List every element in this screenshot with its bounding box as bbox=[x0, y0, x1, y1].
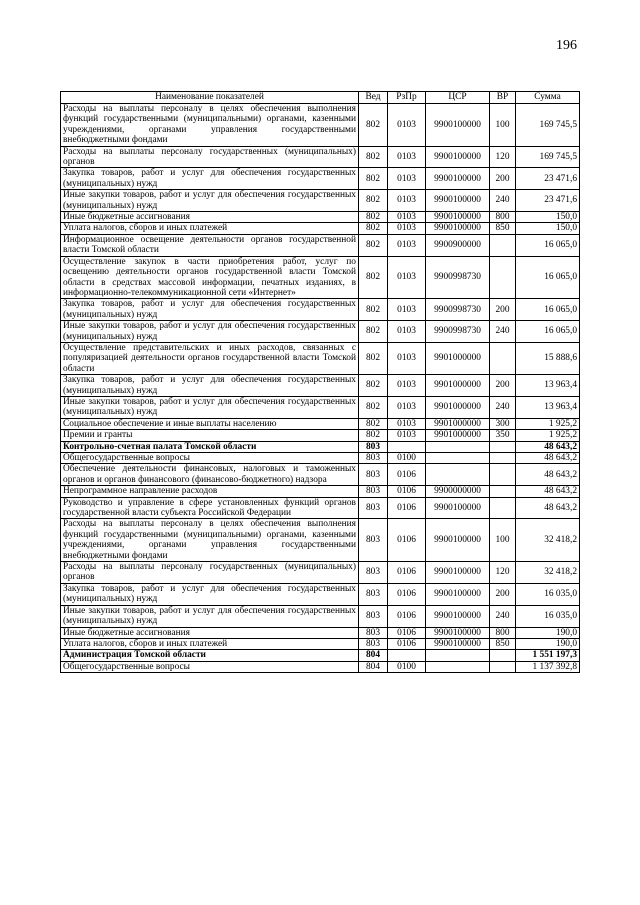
cell-ved: 803 bbox=[359, 605, 388, 627]
cell-rzpr: 0106 bbox=[388, 464, 426, 486]
page-number: 196 bbox=[556, 38, 577, 53]
table-row bbox=[61, 418, 580, 429]
header-rzpr: РзПр bbox=[388, 92, 426, 104]
cell-rzpr: 0103 bbox=[388, 396, 426, 418]
cell-rzpr: 0103 bbox=[388, 256, 426, 299]
cell-ved: 804 bbox=[359, 650, 388, 661]
cell-rzpr: 0103 bbox=[388, 212, 426, 223]
cell-sum: 1 137 392,8 bbox=[516, 661, 580, 672]
cell-ved: 802 bbox=[359, 321, 388, 343]
cell-vr: 200 bbox=[490, 583, 516, 605]
table-row bbox=[61, 342, 580, 374]
cell-name: Иные бюджетные ассигнования bbox=[61, 627, 359, 638]
cell-csr bbox=[426, 464, 490, 486]
cell-ved: 803 bbox=[359, 497, 388, 519]
cell-name: Иные закупки товаров, работ и услуг для обеспечения государственных (муниципальных) нужд bbox=[61, 396, 359, 418]
cell-sum: 32 418,2 bbox=[516, 519, 580, 562]
cell-ved: 803 bbox=[359, 562, 388, 584]
cell-sum: 16 065,0 bbox=[516, 234, 580, 256]
cell-rzpr: 0103 bbox=[388, 190, 426, 212]
cell-name: Осуществление представительских и иных расходов, связанных с популяризацией деятельности органов государственной власти Томской области bbox=[61, 342, 359, 374]
cell-csr: 9901000000 bbox=[426, 375, 490, 397]
cell-vr bbox=[490, 453, 516, 464]
table-header-row bbox=[61, 92, 580, 104]
cell-name: Премии и гранты bbox=[61, 430, 359, 441]
cell-sum: 1 925,2 bbox=[516, 430, 580, 441]
table-row bbox=[61, 605, 580, 627]
cell-vr bbox=[490, 650, 516, 661]
budget-table bbox=[60, 91, 580, 673]
cell-csr: 9900100000 bbox=[426, 212, 490, 223]
cell-csr: 9901000000 bbox=[426, 430, 490, 441]
table-row bbox=[61, 583, 580, 605]
cell-rzpr: 0103 bbox=[388, 321, 426, 343]
cell-name: Общегосударственные вопросы bbox=[61, 661, 359, 672]
cell-ved: 803 bbox=[359, 519, 388, 562]
cell-sum: 48 643,2 bbox=[516, 464, 580, 486]
table-row bbox=[61, 453, 580, 464]
cell-sum: 23 471,6 bbox=[516, 168, 580, 190]
cell-ved: 802 bbox=[359, 190, 388, 212]
cell-rzpr: 0103 bbox=[388, 223, 426, 234]
table-row bbox=[61, 519, 580, 562]
cell-name: Расходы на выплаты персоналу государственных (муниципальных) органов bbox=[61, 562, 359, 584]
cell-name: Информационное освещение деятельности органов государственной власти Томской области bbox=[61, 234, 359, 256]
cell-sum: 48 643,2 bbox=[516, 441, 580, 452]
cell-name: Иные бюджетные ассигнования bbox=[61, 212, 359, 223]
header-name: Наименование показателей bbox=[61, 92, 359, 104]
cell-name: Закупка товаров, работ и услуг для обеспечения государственных (муниципальных) нужд bbox=[61, 583, 359, 605]
table-row bbox=[61, 168, 580, 190]
cell-name: Иные закупки товаров, работ и услуг для обеспечения государственных (муниципальных) нужд bbox=[61, 190, 359, 212]
cell-csr: 9900100000 bbox=[426, 583, 490, 605]
cell-vr: 300 bbox=[490, 418, 516, 429]
cell-csr: 9900100000 bbox=[426, 638, 490, 649]
cell-ved: 802 bbox=[359, 396, 388, 418]
cell-rzpr: 0106 bbox=[388, 497, 426, 519]
cell-vr: 200 bbox=[490, 299, 516, 321]
header-csr: ЦСР bbox=[426, 92, 490, 104]
cell-rzpr: 0106 bbox=[388, 486, 426, 497]
cell-csr bbox=[426, 650, 490, 661]
cell-name: Руководство и управление в сфере установленных функций органов государственной власти субъекта Российской Федерации bbox=[61, 497, 359, 519]
cell-name: Непрограммное направление расходов bbox=[61, 486, 359, 497]
cell-rzpr: 0100 bbox=[388, 453, 426, 464]
header-vr: ВР bbox=[490, 92, 516, 104]
cell-rzpr: 0103 bbox=[388, 299, 426, 321]
table-row bbox=[61, 562, 580, 584]
table-row bbox=[61, 146, 580, 168]
cell-csr: 9900100000 bbox=[426, 497, 490, 519]
cell-csr: 9900100000 bbox=[426, 562, 490, 584]
cell-sum: 16 065,0 bbox=[516, 321, 580, 343]
cell-rzpr: 0103 bbox=[388, 375, 426, 397]
cell-rzpr: 0103 bbox=[388, 104, 426, 147]
cell-sum: 190,0 bbox=[516, 638, 580, 649]
cell-rzpr: 0100 bbox=[388, 661, 426, 672]
cell-csr: 9900100000 bbox=[426, 519, 490, 562]
table-row bbox=[61, 497, 580, 519]
table-row bbox=[61, 104, 580, 147]
cell-name: Общегосударственные вопросы bbox=[61, 453, 359, 464]
cell-rzpr: 0106 bbox=[388, 638, 426, 649]
cell-csr: 9900100000 bbox=[426, 146, 490, 168]
cell-rzpr: 0103 bbox=[388, 168, 426, 190]
table-row bbox=[61, 464, 580, 486]
cell-csr: 9900100000 bbox=[426, 190, 490, 212]
cell-sum: 16 035,0 bbox=[516, 605, 580, 627]
cell-vr: 240 bbox=[490, 190, 516, 212]
cell-csr: 9901000000 bbox=[426, 396, 490, 418]
table-row bbox=[61, 441, 580, 452]
cell-sum: 1 551 197,3 bbox=[516, 650, 580, 661]
cell-name: Социальное обеспечение и иные выплаты населению bbox=[61, 418, 359, 429]
cell-rzpr: 0106 bbox=[388, 605, 426, 627]
cell-ved: 802 bbox=[359, 212, 388, 223]
cell-rzpr: 0106 bbox=[388, 562, 426, 584]
cell-csr: 9900100000 bbox=[426, 223, 490, 234]
cell-vr: 240 bbox=[490, 605, 516, 627]
cell-sum: 13 963,4 bbox=[516, 375, 580, 397]
table-row bbox=[61, 638, 580, 649]
cell-rzpr: 0103 bbox=[388, 342, 426, 374]
cell-csr: 9900100000 bbox=[426, 104, 490, 147]
cell-ved: 803 bbox=[359, 638, 388, 649]
cell-name: Закупка товаров, работ и услуг для обеспечения государственных (муниципальных) нужд bbox=[61, 375, 359, 397]
cell-vr bbox=[490, 256, 516, 299]
cell-sum: 169 745,5 bbox=[516, 104, 580, 147]
cell-vr bbox=[490, 486, 516, 497]
cell-rzpr bbox=[388, 441, 426, 452]
cell-rzpr: 0106 bbox=[388, 627, 426, 638]
cell-name: Закупка товаров, работ и услуг для обеспечения государственных (муниципальных) нужд bbox=[61, 168, 359, 190]
cell-ved: 802 bbox=[359, 146, 388, 168]
table-row bbox=[61, 396, 580, 418]
cell-ved: 802 bbox=[359, 418, 388, 429]
cell-vr: 200 bbox=[490, 375, 516, 397]
cell-sum: 1 925,2 bbox=[516, 418, 580, 429]
cell-ved: 802 bbox=[359, 168, 388, 190]
cell-rzpr: 0103 bbox=[388, 418, 426, 429]
cell-csr: 9900100000 bbox=[426, 605, 490, 627]
cell-sum: 13 963,4 bbox=[516, 396, 580, 418]
cell-sum: 48 643,2 bbox=[516, 453, 580, 464]
cell-csr: 9900998730 bbox=[426, 256, 490, 299]
cell-vr: 800 bbox=[490, 212, 516, 223]
cell-sum: 190,0 bbox=[516, 627, 580, 638]
table-row bbox=[61, 430, 580, 441]
cell-rzpr: 0106 bbox=[388, 519, 426, 562]
cell-name: Закупка товаров, работ и услуг для обеспечения государственных (муниципальных) нужд bbox=[61, 299, 359, 321]
cell-sum: 23 471,6 bbox=[516, 190, 580, 212]
cell-name: Осуществление закупок в части приобретения работ, услуг по освещению деятельности органов государственной власти Томской области в средствах массовой информации, печатных изданиях, в информационно-телекоммуникационной сети «Интернет» bbox=[61, 256, 359, 299]
cell-csr: 9900998730 bbox=[426, 299, 490, 321]
table-row bbox=[61, 190, 580, 212]
cell-vr bbox=[490, 441, 516, 452]
cell-csr: 9900100000 bbox=[426, 627, 490, 638]
cell-vr: 850 bbox=[490, 638, 516, 649]
cell-csr bbox=[426, 453, 490, 464]
cell-sum: 48 643,2 bbox=[516, 486, 580, 497]
table-row bbox=[61, 256, 580, 299]
cell-sum: 15 888,6 bbox=[516, 342, 580, 374]
cell-name: Уплата налогов, сборов и иных платежей bbox=[61, 223, 359, 234]
cell-name: Расходы на выплаты персоналу в целях обеспечения выполнения функций государственными (муниципальными) органами, казенными учреждениями, органами управления государственными внебюджетными фондами bbox=[61, 519, 359, 562]
cell-sum: 150,0 bbox=[516, 223, 580, 234]
cell-rzpr: 0103 bbox=[388, 430, 426, 441]
cell-vr: 100 bbox=[490, 519, 516, 562]
table-row bbox=[61, 234, 580, 256]
table-row bbox=[61, 375, 580, 397]
table-row bbox=[61, 486, 580, 497]
cell-vr bbox=[490, 342, 516, 374]
cell-rzpr: 0106 bbox=[388, 583, 426, 605]
cell-csr: 9900998730 bbox=[426, 321, 490, 343]
cell-name: Иные закупки товаров, работ и услуг для обеспечения государственных (муниципальных) нужд bbox=[61, 605, 359, 627]
cell-ved: 803 bbox=[359, 464, 388, 486]
cell-name: Расходы на выплаты персоналу государственных (муниципальных) органов bbox=[61, 146, 359, 168]
table-body bbox=[61, 104, 580, 673]
cell-rzpr bbox=[388, 650, 426, 661]
cell-ved: 802 bbox=[359, 375, 388, 397]
cell-name: Контрольно-счетная палата Томской области bbox=[61, 441, 359, 452]
table-row bbox=[61, 321, 580, 343]
cell-vr: 240 bbox=[490, 396, 516, 418]
cell-ved: 802 bbox=[359, 104, 388, 147]
cell-ved: 802 bbox=[359, 430, 388, 441]
header-sum: Сумма bbox=[516, 92, 580, 104]
cell-csr: 9900900000 bbox=[426, 234, 490, 256]
cell-csr: 9900000000 bbox=[426, 486, 490, 497]
cell-sum: 32 418,2 bbox=[516, 562, 580, 584]
header-ved: Вед bbox=[359, 92, 388, 104]
cell-csr: 9901000000 bbox=[426, 418, 490, 429]
cell-ved: 802 bbox=[359, 342, 388, 374]
cell-sum: 150,0 bbox=[516, 212, 580, 223]
cell-ved: 802 bbox=[359, 299, 388, 321]
cell-ved: 802 bbox=[359, 256, 388, 299]
cell-vr: 240 bbox=[490, 321, 516, 343]
cell-rzpr: 0103 bbox=[388, 146, 426, 168]
cell-vr bbox=[490, 661, 516, 672]
cell-sum: 48 643,2 bbox=[516, 497, 580, 519]
cell-vr: 120 bbox=[490, 562, 516, 584]
cell-ved: 803 bbox=[359, 583, 388, 605]
table-row bbox=[61, 650, 580, 661]
cell-ved: 803 bbox=[359, 486, 388, 497]
cell-csr bbox=[426, 661, 490, 672]
table-row bbox=[61, 299, 580, 321]
cell-ved: 802 bbox=[359, 223, 388, 234]
cell-name: Иные закупки товаров, работ и услуг для обеспечения государственных (муниципальных) нужд bbox=[61, 321, 359, 343]
cell-sum: 16 065,0 bbox=[516, 256, 580, 299]
cell-vr bbox=[490, 234, 516, 256]
cell-name: Администрация Томской области bbox=[61, 650, 359, 661]
cell-name: Расходы на выплаты персоналу в целях обеспечения выполнения функций государственными (муниципальными) органами, казенными учреждениями, органами управления государственными внебюджетными фондами bbox=[61, 104, 359, 147]
cell-csr: 9900100000 bbox=[426, 168, 490, 190]
cell-name: Обеспечение деятельности финансовых, налоговых и таможенных органов и органов финансового (финансово-бюджетного) надзора bbox=[61, 464, 359, 486]
cell-ved: 804 bbox=[359, 661, 388, 672]
cell-vr: 350 bbox=[490, 430, 516, 441]
cell-ved: 802 bbox=[359, 234, 388, 256]
cell-ved: 803 bbox=[359, 627, 388, 638]
cell-vr: 200 bbox=[490, 168, 516, 190]
cell-vr bbox=[490, 497, 516, 519]
cell-rzpr: 0103 bbox=[388, 234, 426, 256]
table-row bbox=[61, 627, 580, 638]
cell-sum: 169 745,5 bbox=[516, 146, 580, 168]
cell-ved: 803 bbox=[359, 441, 388, 452]
cell-vr: 120 bbox=[490, 146, 516, 168]
cell-csr bbox=[426, 441, 490, 452]
cell-sum: 16 035,0 bbox=[516, 583, 580, 605]
table-row bbox=[61, 661, 580, 672]
table-row bbox=[61, 212, 580, 223]
cell-sum: 16 065,0 bbox=[516, 299, 580, 321]
cell-vr: 100 bbox=[490, 104, 516, 147]
table-row bbox=[61, 223, 580, 234]
cell-vr: 800 bbox=[490, 627, 516, 638]
cell-vr: 850 bbox=[490, 223, 516, 234]
cell-name: Уплата налогов, сборов и иных платежей bbox=[61, 638, 359, 649]
cell-vr bbox=[490, 464, 516, 486]
cell-csr: 9901000000 bbox=[426, 342, 490, 374]
cell-ved: 803 bbox=[359, 453, 388, 464]
